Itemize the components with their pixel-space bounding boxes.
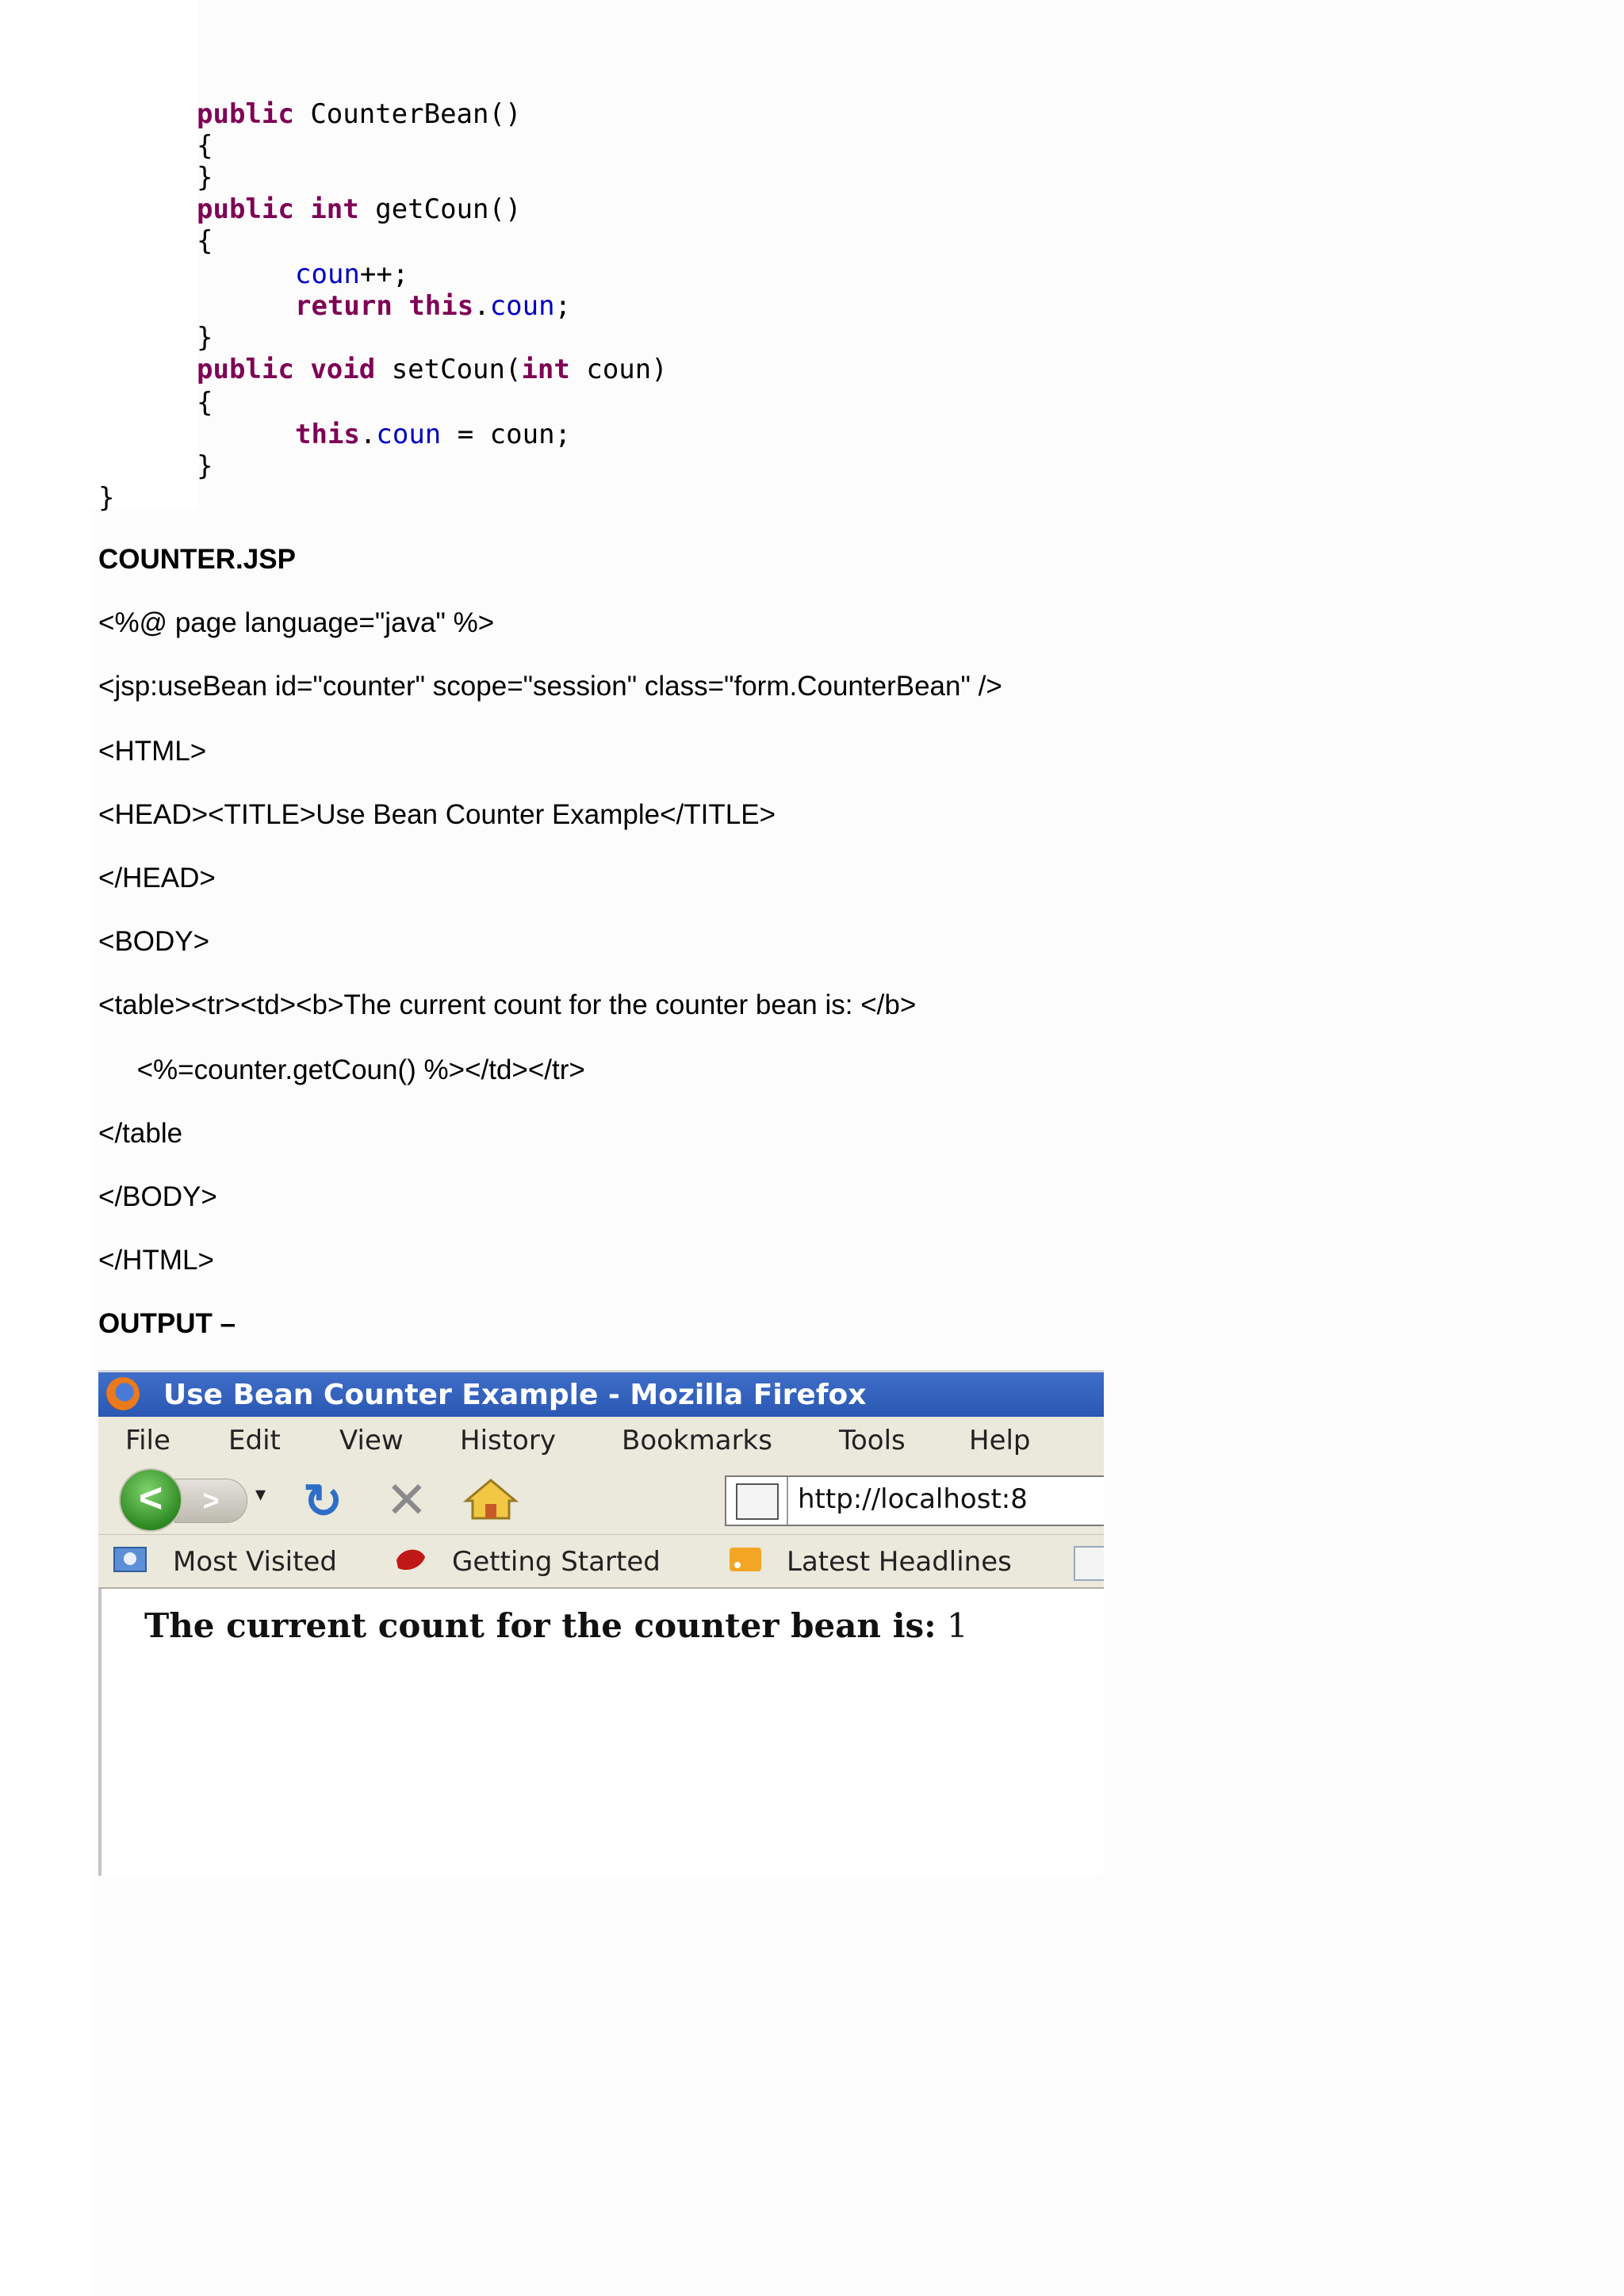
- menu-bar: [98, 1417, 1104, 1464]
- menu-edit[interactable]: Edit: [228, 1425, 281, 1456]
- forward-arrow-icon: >: [202, 1484, 220, 1517]
- code-line-class-close: }: [98, 482, 115, 514]
- jsp-line: </table: [98, 1118, 183, 1149]
- jsp-line: <%=counter.getCoun() %></td></tr>: [98, 1054, 585, 1085]
- code-line-setter: public void setCoun(int coun): [197, 354, 668, 385]
- heading-output: OUTPUT –: [98, 1308, 236, 1339]
- menu-view[interactable]: View: [339, 1425, 404, 1456]
- code-line-constructor: public CounterBean(): [197, 98, 522, 130]
- bookmark-getting-started[interactable]: Getting Started: [452, 1546, 661, 1578]
- menu-file[interactable]: File: [125, 1425, 170, 1456]
- jsp-line: </BODY>: [98, 1181, 217, 1212]
- jsp-line: <table><tr><td><b>The current count for the counter bean is: </b>: [98, 989, 917, 1020]
- stop-icon[interactable]: ✕: [385, 1471, 428, 1529]
- reload-icon[interactable]: ↻: [303, 1475, 343, 1528]
- jsp-line: </HTML>: [98, 1245, 214, 1276]
- url-text: http://localhost:8: [798, 1483, 1028, 1515]
- back-button[interactable]: [119, 1468, 182, 1532]
- page-background: [198, 0, 1624, 2296]
- home-icon[interactable]: [463, 1477, 519, 1521]
- code-line-return: return this.coun;: [295, 290, 572, 322]
- rss-feed-icon: [728, 1544, 763, 1575]
- menu-bookmarks[interactable]: Bookmarks: [622, 1425, 772, 1456]
- most-visited-icon: [113, 1544, 147, 1575]
- code-line-assign: this.coun = coun;: [295, 419, 572, 450]
- code-line-increment: coun++;: [295, 258, 409, 290]
- navigation-toolbar: [98, 1464, 1104, 1535]
- jsp-line: <BODY>: [98, 926, 210, 957]
- bookmark-page-icon: [1074, 1546, 1104, 1581]
- code-line-brace: }: [197, 450, 213, 482]
- jsp-line: <%@ page language="java" %>: [98, 607, 495, 638]
- jsp-line: </HEAD>: [98, 863, 216, 894]
- window-title: Use Bean Counter Example - Mozilla Firefox: [163, 1379, 867, 1411]
- window-titlebar: [98, 1370, 1104, 1417]
- page-content: [98, 1589, 1104, 1876]
- url-separator: [787, 1477, 788, 1525]
- heading-counter-jsp: COUNTER.JSP: [98, 544, 296, 575]
- history-dropdown-icon[interactable]: ▾: [255, 1482, 266, 1506]
- bookmark-latest-headlines[interactable]: Latest Headlines: [787, 1546, 1012, 1578]
- code-line-getter: public int getCoun(): [197, 193, 522, 225]
- browser-screenshot: [98, 1370, 1104, 1876]
- code-line-brace: {: [197, 225, 213, 257]
- menu-help[interactable]: Help: [969, 1425, 1031, 1456]
- code-line-brace: {: [197, 130, 213, 162]
- jsp-line: <HTML>: [98, 736, 207, 767]
- jsp-line: <jsp:useBean id="counter" scope="session" class="form.CounterBean" />: [98, 671, 1002, 702]
- counter-output: The current count for the counter bean is: 1: [144, 1606, 968, 1645]
- code-line-brace: {: [197, 387, 213, 419]
- menu-tools[interactable]: Tools: [839, 1425, 906, 1456]
- bookmark-most-visited[interactable]: Most Visited: [173, 1546, 337, 1578]
- firefox-logo-icon: [106, 1377, 140, 1410]
- code-line-brace: }: [197, 162, 213, 193]
- forward-button[interactable]: [174, 1479, 247, 1523]
- code-line-brace: }: [197, 322, 213, 354]
- jsp-line: <HEAD><TITLE>Use Bean Counter Example</TITLE>: [98, 799, 776, 830]
- getting-started-icon: [393, 1544, 428, 1575]
- back-arrow-icon: <: [138, 1475, 163, 1521]
- bookmarks-toolbar: [98, 1535, 1104, 1589]
- url-bar[interactable]: [725, 1475, 1104, 1526]
- menu-history[interactable]: History: [460, 1425, 556, 1456]
- site-identity-icon: [736, 1483, 779, 1520]
